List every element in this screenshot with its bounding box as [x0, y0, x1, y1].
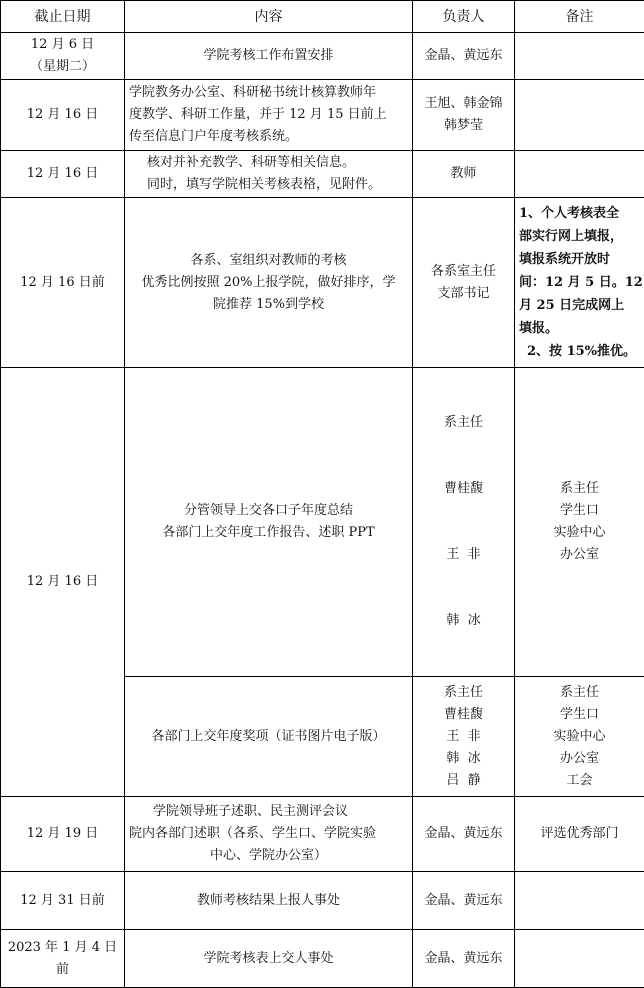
- date-cell: [1, 872, 125, 930]
- person-line: 曹桂馥: [417, 478, 510, 500]
- date-line: 12 月 31 日前: [5, 890, 120, 912]
- note-line: 办公室: [519, 748, 640, 770]
- note-line: 学生口: [519, 500, 640, 522]
- content-line: 各部门上交年度奖项（证书图片电子版）: [129, 726, 408, 748]
- note-line: 评选优秀部门: [519, 823, 640, 845]
- header-content: 内容: [125, 1, 413, 33]
- person-line: 金晶、黄远东: [417, 45, 510, 67]
- date-cell: [1, 198, 125, 368]
- date-line: 12 月 16 日前: [5, 272, 120, 294]
- header-row: [1, 1, 644, 33]
- date-line: （星期二）: [5, 56, 120, 78]
- person-cell: [413, 198, 515, 368]
- person-cell: [413, 930, 515, 988]
- content-line: 院内各部门述职（各系、学生口、学院实验: [129, 823, 408, 845]
- note-line: 学生口: [519, 704, 640, 726]
- note-cell: [515, 151, 644, 198]
- note-line: 工会: [519, 770, 640, 792]
- content-cell: [125, 872, 413, 930]
- person-cell: [413, 151, 515, 198]
- content-cell: [125, 930, 413, 988]
- table-row: [1, 368, 644, 677]
- date-cell: [1, 151, 125, 198]
- table-row: [1, 198, 644, 368]
- content-line: 度教学、科研工作量，并于 12 月 15 日前上: [129, 104, 408, 126]
- table-row: [1, 797, 644, 872]
- header-date: 截止日期: [1, 1, 125, 33]
- person-line: 韩梦莹: [417, 115, 510, 137]
- person-cell: [413, 677, 515, 797]
- content-line: 优秀比例按照 20%上报学院，做好排序，学: [129, 272, 408, 294]
- note-cell: [515, 33, 644, 80]
- note-cell: [515, 198, 644, 368]
- date-line: 12 月 6 日: [5, 34, 120, 56]
- content-line: 学院考核表上交人事处: [129, 948, 408, 970]
- person-line: 教师: [417, 163, 510, 185]
- content-line: 学院教务办公室、科研秘书统计核算教师年: [129, 82, 408, 104]
- content-line: 中心、学院办公室）: [129, 845, 408, 867]
- person-line: 曹桂馥: [417, 704, 510, 726]
- note-line: 实验中心: [519, 522, 640, 544]
- table-row: [1, 930, 644, 988]
- content-line: 学院考核工作布置安排: [129, 45, 408, 67]
- date-line: 前: [5, 959, 120, 981]
- person-line: 金晶、黄远东: [417, 890, 510, 912]
- date-line: 12 月 19 日: [5, 823, 120, 845]
- content-line: 核对并补充教学、科研等相关信息。: [147, 152, 408, 174]
- note-cell: [515, 872, 644, 930]
- note-line: 1、个人考核表全: [519, 202, 640, 225]
- content-line: 传至信息门户年度考核系统。: [129, 126, 408, 148]
- date-line: 12 月 16 日: [5, 104, 120, 126]
- content-line: 学院领导班子述职、民主测评会议: [129, 801, 408, 823]
- note-line: 系主任: [519, 478, 640, 500]
- person-line: 吕 静: [417, 770, 510, 792]
- note-cell: [515, 677, 644, 797]
- person-line: 金晶、黄远东: [417, 948, 510, 970]
- note-line: 办公室: [519, 544, 640, 566]
- date-cell: [1, 368, 125, 797]
- date-line: 12 月 16 日: [5, 163, 120, 185]
- date-line: 12 月 16 日: [5, 571, 120, 593]
- table-row: [1, 80, 644, 151]
- note-line: 2、按 15%推优。: [519, 340, 640, 363]
- note-cell: [515, 930, 644, 988]
- person-cell: [413, 872, 515, 930]
- note-line: 系主任: [519, 682, 640, 704]
- content-cell: [125, 368, 413, 677]
- note-line: 填报。: [519, 317, 640, 340]
- content-cell: [125, 151, 413, 198]
- person-cell: [413, 33, 515, 80]
- content-cell: [125, 80, 413, 151]
- header-person: 负责人: [413, 1, 515, 33]
- note-line: 间：12 月 5 日。12: [519, 271, 640, 294]
- content-line: 各系、室组织对教师的考核: [129, 250, 408, 272]
- person-line: 金晶、黄远东: [417, 823, 510, 845]
- table-row: [1, 151, 644, 198]
- content-line: 教师考核结果上报人事处: [129, 890, 408, 912]
- content-cell: [125, 33, 413, 80]
- person-line: 系主任: [417, 682, 510, 704]
- content-line: 分管领导上交各口子年度总结: [129, 500, 408, 522]
- content-cell: [125, 797, 413, 872]
- person-line: 支部书记: [417, 283, 510, 305]
- person-line: 王旭、韩金锦: [417, 93, 510, 115]
- person-line: 王 非: [417, 726, 510, 748]
- person-cell: [413, 80, 515, 151]
- note-cell: [515, 368, 644, 677]
- person-cell: [413, 368, 515, 677]
- note-line: 实验中心: [519, 726, 640, 748]
- note-line: 月 25 日完成网上: [519, 294, 640, 317]
- date-line: 2023 年 1 月 4 日: [5, 937, 120, 959]
- date-cell: [1, 797, 125, 872]
- header-note: 备注: [515, 1, 644, 33]
- content-line: 同时，填写学院相关考核表格，见附件。: [147, 174, 408, 196]
- note-line: 部实行网上填报，: [519, 225, 640, 248]
- content-cell: [125, 677, 413, 797]
- note-line: 填报系统开放时: [519, 248, 640, 271]
- person-line: 王 非: [417, 544, 510, 566]
- person-cell: [413, 797, 515, 872]
- date-cell: [1, 33, 125, 80]
- person-line: 系主任: [417, 412, 510, 434]
- content-line: 院推荐 15%到学校: [129, 294, 408, 316]
- person-line: 韩 冰: [417, 610, 510, 632]
- person-line: 韩 冰: [417, 748, 510, 770]
- person-line: 各系室主任: [417, 261, 510, 283]
- content-line: 各部门上交年度工作报告、述职 PPT: [129, 522, 408, 544]
- note-cell: [515, 80, 644, 151]
- date-cell: [1, 930, 125, 988]
- table-row: [1, 33, 644, 80]
- content-cell: [125, 198, 413, 368]
- date-cell: [1, 80, 125, 151]
- table-row: [1, 872, 644, 930]
- note-cell: [515, 797, 644, 872]
